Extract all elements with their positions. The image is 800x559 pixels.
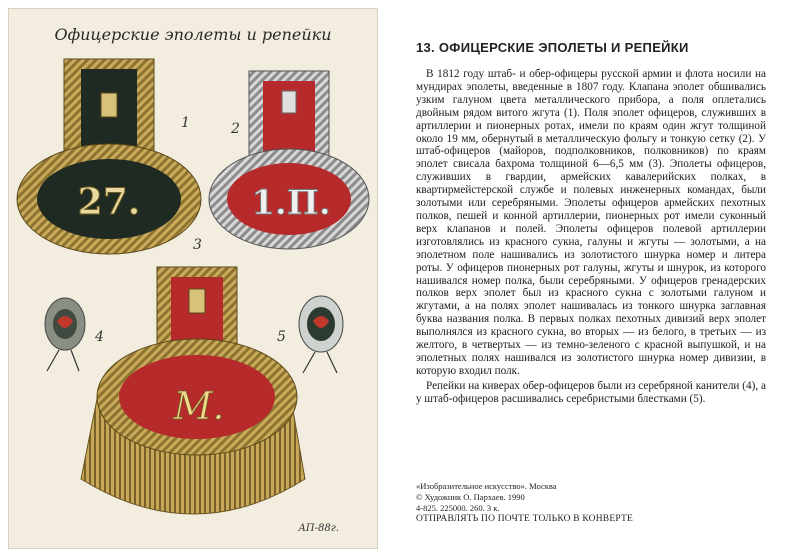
epaulettes-illustration [9, 9, 379, 550]
epaulette-3-marking: М. [173, 384, 225, 428]
copyright-line: © Художник О. Пархаев. 1990 [416, 492, 525, 502]
illustration-card [8, 8, 378, 549]
article-title: 13. ОФИЦЕРСКИЕ ЭПОЛЕТЫ И РЕПЕЙКИ [416, 40, 689, 55]
epaulette-1-marking: 27. [77, 181, 141, 223]
epaulette-1 [17, 59, 201, 254]
illustration-title: Офицерские эполеты и репейки [54, 25, 332, 44]
pompon-5 [299, 296, 343, 373]
ref-number-5: 5 [277, 329, 286, 345]
mail-note: ОТПРАВЛЯТЬ ПО ПОЧТЕ ТОЛЬКО В КОНВЕРТЕ [416, 514, 633, 524]
ref-number-3: 3 [193, 237, 202, 253]
article-paragraph-1: В 1812 году штаб- и обер-офицеры русской армии и флота носили на мундирах эполеты, введенные в 1807 году. Клапана эполет обшивались узким галуном цвета металлического прибора, а поля оплетались двойным рядом витого жгута (1). Поля эполет офицеров, служивших в артиллерии и пионерных ротах, имели по краям один жгут толщиной около 19 мм, обернутый в металлическую фольгу и тонкую сетку (2). У штаб-офицеров (майоров, подполковников, полковников) по краям эполет свисала бахрома толщиной 6—6,5 мм (3). Эполеты офицеров, служивших в гвардии, армейских кавалерийских полках, в квартирмейстерской службе и полевых инженерных командах, были золотыми или серебряными. Эполеты офицеров армейских пехотных полков, пешей и конной артиллерии, пионерных рот имели суконный верх клапанов и полей. Эполеты офицеров полевой артиллерии изготовлялись из красного сукна, галуны и жгуты — золотыми, а на эполетном поле нашивались из золотистого шнурка номер и литера роты. У офицеров пионерных рот галуны, жгуты и шнурок, из которого нашивался номер полка, были серебряными. У офицеров гренадерских полков верх эполет был из красного сукна с золотыми галуном и жгутами, а на полях эполет нашивалась из тонкого шнурка заглавная буква названия полка. В первых полках пехотных дивизий верх эполет выполнялся из красного сукна, во вторых — из белого, в третьих — из желтого, в четвертых — из темно-зеленого с красной выпушкой, и на эполетных полях нашивался из золотистого шнурка номер дивизии, в которую входил полк. [416, 68, 766, 377]
epaulette-2-marking: 1.П. [251, 183, 331, 223]
pompon-4 [45, 298, 85, 371]
ref-number-1: 1 [181, 115, 190, 131]
artist-signature: АП-88г. [298, 523, 339, 534]
ref-number-2: 2 [231, 121, 240, 137]
publication-footer [416, 481, 776, 525]
text-card [392, 0, 800, 559]
article-body [416, 68, 766, 406]
epaulette-2 [209, 71, 369, 249]
article-paragraph-2: Репейки на киверах обер-офицеров были из серебряной канители (4), а у штаб-офицеров расшивались серебристыми блестками (5). [416, 379, 766, 405]
publisher-line: «Изобразительное искусство». Москва [416, 481, 557, 491]
print-code-line: 4-825. 225000. 260. 3 к. [416, 503, 500, 513]
epaulette-3 [81, 267, 305, 514]
ref-number-4: 4 [95, 329, 104, 345]
